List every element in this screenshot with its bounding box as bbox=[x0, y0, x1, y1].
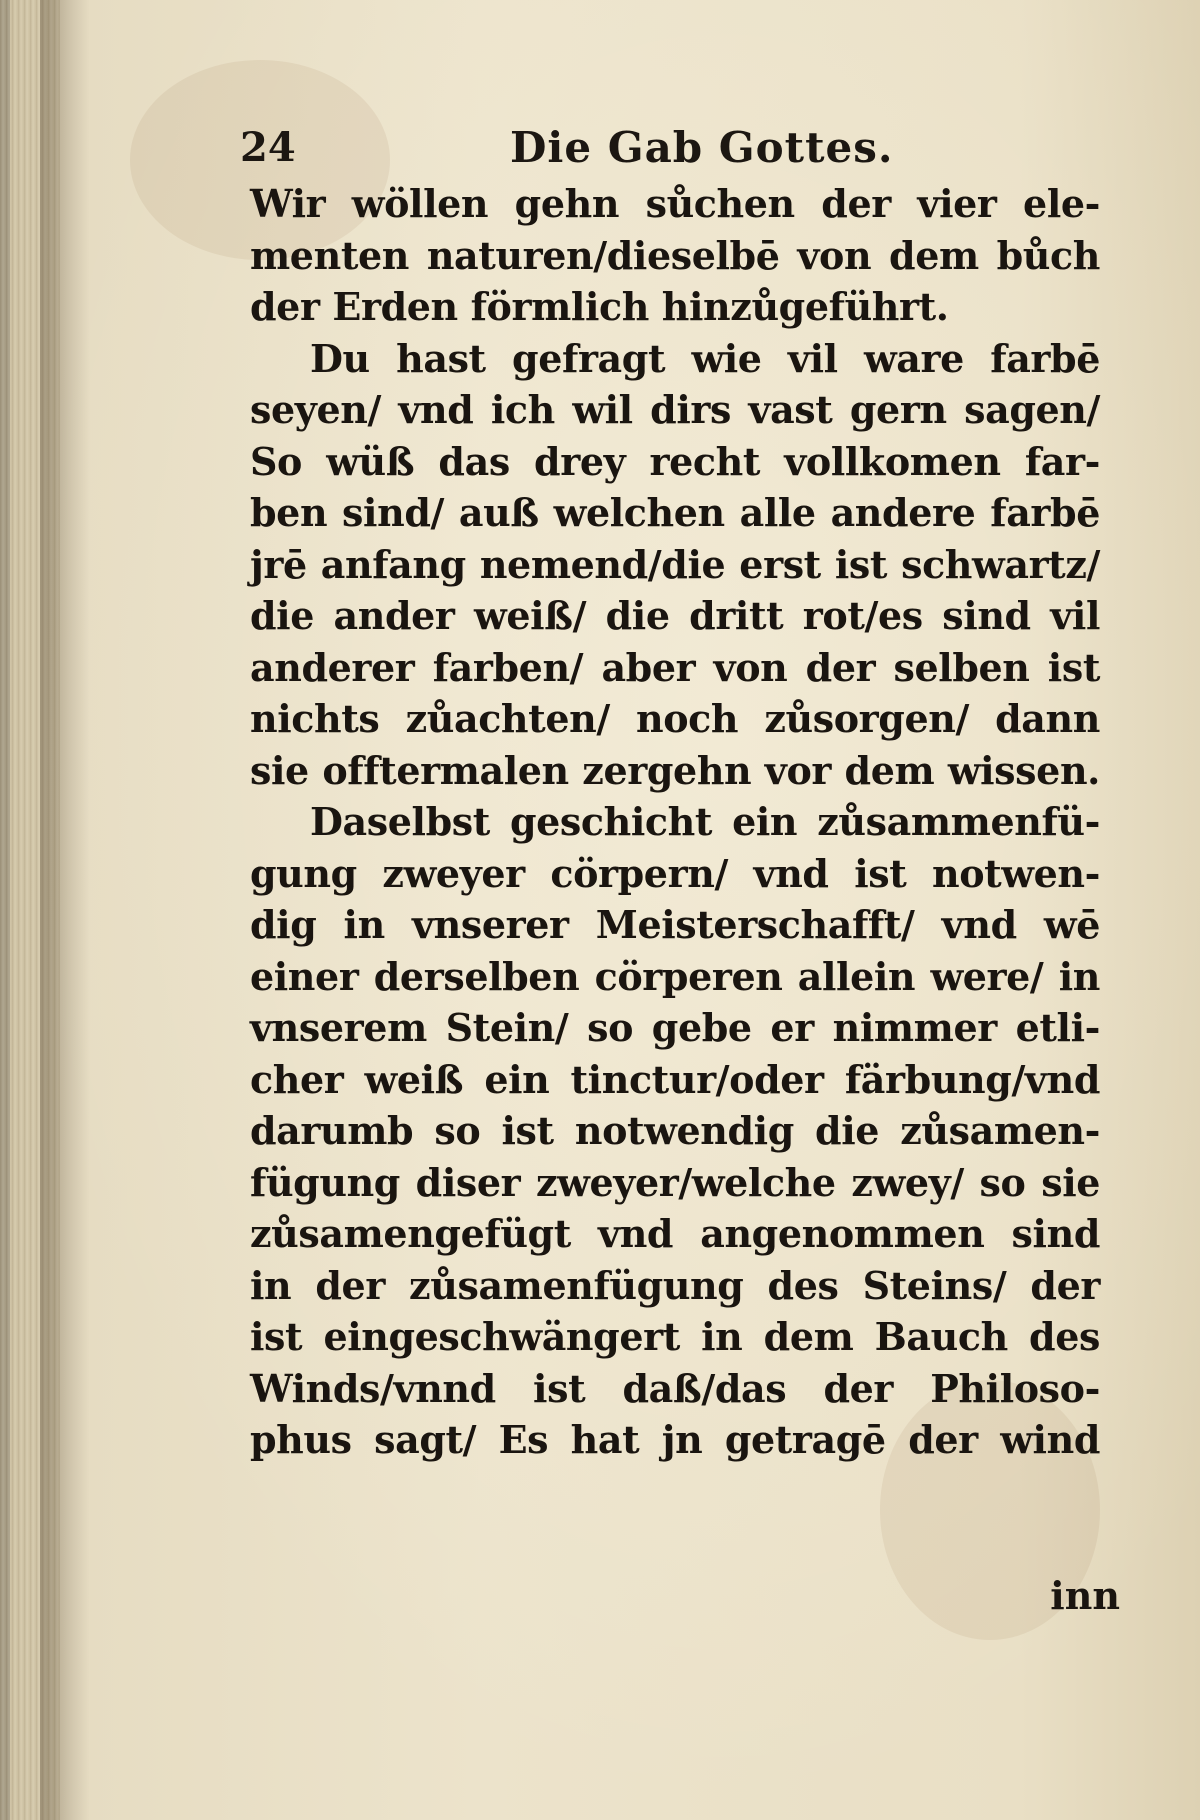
catchword: inn bbox=[1050, 1573, 1120, 1618]
text-line: einer derselben cörperen allein were/ in bbox=[250, 953, 1100, 999]
text-line: anderer farben/ aber von der selben ist bbox=[250, 644, 1100, 690]
gutter-shadow bbox=[40, 0, 90, 1820]
text-line: Wir wöllen gehn sůchen der vier ele- bbox=[250, 181, 1100, 226]
text-line: vnserem Stein/ so gebe er nimmer etli- bbox=[250, 1005, 1100, 1050]
text-line: phus sagt/ Es hat jn getragē der wind bbox=[250, 1417, 1100, 1462]
header-title: Die Gab Gottes. bbox=[510, 123, 894, 172]
text-line: seyen/ vnd ich wil dirs vast gern sagen/ bbox=[250, 387, 1100, 432]
text-line: So wüß das drey recht vollkomen far- bbox=[250, 438, 1100, 484]
text-line: sie offtermalen zergehn vor dem wissen. bbox=[250, 747, 1100, 793]
text-line: menten naturen/dieselbē von dem bůch bbox=[250, 232, 1100, 278]
text-line: zůsamengefügt vnd angenommen sind bbox=[250, 1211, 1100, 1256]
running-head bbox=[240, 118, 1140, 178]
text-line: fügung diser zweyer/welche zwey/ so sie bbox=[250, 1159, 1100, 1205]
page-number: 24 bbox=[240, 124, 296, 171]
text-line: Daselbst geschicht ein zůsammenfü- bbox=[310, 799, 1100, 844]
text-line: gung zweyer cörpern/ vnd ist notwen- bbox=[250, 850, 1100, 896]
text-block bbox=[250, 178, 1100, 1466]
text-line: die ander weiß/ die dritt rot/es sind vil bbox=[250, 593, 1100, 638]
text-line: Winds/vnnd ist daß/das der Philoso- bbox=[250, 1365, 1100, 1411]
text-line: cher weiß ein tinctur/oder färbung/vnd bbox=[250, 1056, 1100, 1102]
text-line: in der zůsamenfügung des Steins/ der bbox=[250, 1262, 1100, 1308]
text-line: darumb so ist notwendig die zůsamen- bbox=[250, 1108, 1100, 1153]
text-line: ist eingeschwängert in dem Bauch des bbox=[250, 1314, 1100, 1359]
text-line: Du hast gefragt wie vil ware farbē bbox=[310, 335, 1100, 381]
text-line: jrē anfang nemend/die erst ist schwartz/ bbox=[250, 541, 1100, 587]
text-line: ben sind/ auß welchen alle andere farbē bbox=[250, 490, 1100, 535]
text-line: dig in vnserer Meisterschafft/ vnd wē bbox=[250, 902, 1100, 947]
text-line: nichts zůachten/ noch zůsorgen/ dann bbox=[250, 696, 1100, 741]
text-line: der Erden förmlich hinzůgeführt. bbox=[250, 284, 949, 329]
